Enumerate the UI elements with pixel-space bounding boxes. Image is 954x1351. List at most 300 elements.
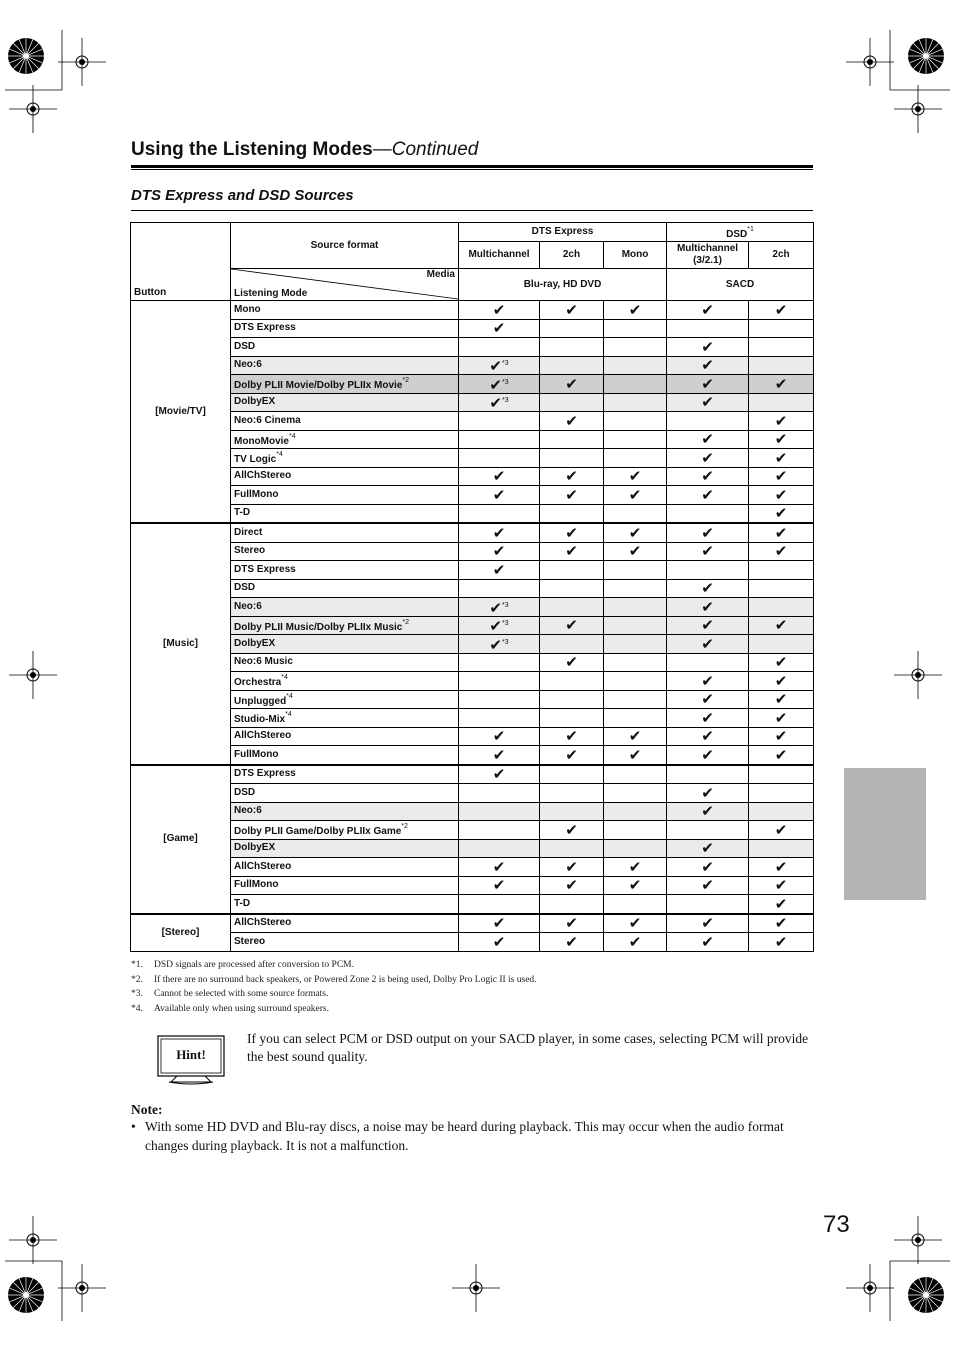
- listening-mode-name: Mono: [234, 303, 261, 315]
- listening-mode-cell: [231, 933, 459, 952]
- listening-mode-cell: [231, 635, 459, 654]
- listening-mode-cell: [231, 616, 459, 635]
- availability-cell: [749, 393, 814, 412]
- availability-cell: [459, 746, 540, 765]
- header-dsd-media: SACD: [667, 269, 814, 301]
- header-dsd-2ch: 2ch: [749, 242, 814, 269]
- availability-cell: [749, 802, 814, 821]
- availability-cell: [667, 765, 749, 784]
- availability-cell: [604, 895, 667, 914]
- availability-cell: [540, 430, 604, 449]
- listening-mode-cell: [231, 821, 459, 840]
- availability-cell: [749, 690, 814, 709]
- table-row: [131, 690, 814, 709]
- button-group-label: [Game]: [131, 765, 231, 914]
- check-mark-icon: ✔: [701, 634, 714, 653]
- footnote-ref: *3: [501, 620, 509, 628]
- footnote-3: *3. Cannot be selected with some source formats.: [131, 989, 329, 999]
- availability-cell: [604, 709, 667, 728]
- availability-cell: [749, 412, 814, 431]
- check-mark-icon: ✔: [628, 467, 642, 486]
- check-mark-icon: ✔: [701, 300, 714, 319]
- button-group-label: [Movie/TV]: [131, 301, 231, 524]
- availability-cell: [667, 802, 749, 821]
- check-mark-icon: ✔: [701, 727, 714, 746]
- footnote-ref: *2: [401, 823, 408, 831]
- availability-cell: [749, 709, 814, 728]
- footnote-ref: *4: [286, 692, 293, 700]
- listening-mode-cell: [231, 690, 459, 709]
- header-button: Button: [131, 223, 231, 301]
- availability-cell: [459, 579, 540, 598]
- header-listening-mode: Listening Mode: [234, 288, 308, 299]
- check-mark-icon: ✔: [492, 914, 506, 933]
- availability-cell: [749, 467, 814, 486]
- availability-cell: [604, 802, 667, 821]
- check-mark-icon: ✔: [701, 374, 714, 393]
- availability-cell: [604, 301, 667, 320]
- check-mark-icon: ✔: [565, 542, 578, 561]
- availability-cell: [667, 430, 749, 449]
- availability-cell: [749, 449, 814, 468]
- availability-cell: [749, 616, 814, 635]
- listening-mode-cell: [231, 858, 459, 877]
- availability-cell: [749, 486, 814, 505]
- listening-mode-cell: [231, 412, 459, 431]
- availability-cell: [540, 802, 604, 821]
- listening-mode-cell: [231, 672, 459, 691]
- availability-cell: [604, 727, 667, 746]
- check-mark-icon: ✔: [628, 523, 642, 542]
- availability-cell: [604, 579, 667, 598]
- check-mark-icon: ✔: [565, 485, 578, 504]
- listening-mode-name: Neo:6: [234, 359, 262, 371]
- listening-mode-cell: [231, 598, 459, 617]
- check-mark-icon: ✔: [565, 876, 578, 895]
- check-mark-icon: ✔: [774, 430, 788, 449]
- availability-cell: [749, 504, 814, 523]
- availability-cell: [604, 933, 667, 952]
- availability-cell: [667, 301, 749, 320]
- availability-cell: [667, 486, 749, 505]
- listening-mode-name: Stereo: [234, 545, 266, 557]
- check-mark-icon: ✔: [701, 393, 714, 412]
- check-mark-icon: ✔: [774, 932, 788, 951]
- table-row: [131, 616, 814, 635]
- availability-cell: [749, 375, 814, 394]
- button-group-label: [Music]: [131, 523, 231, 765]
- check-mark-icon: ✔: [701, 708, 714, 727]
- table-row: [131, 523, 814, 542]
- check-mark-icon: ✔: [628, 485, 642, 504]
- listening-mode-name: Unplugged: [234, 695, 287, 707]
- check-mark-icon: ✔: [701, 356, 714, 375]
- availability-cell: [667, 561, 749, 580]
- availability-cell: [667, 876, 749, 895]
- availability-cell: [667, 727, 749, 746]
- footnote-ref: *4: [285, 711, 292, 719]
- check-mark-icon: ✔: [492, 300, 506, 319]
- availability-cell: [749, 765, 814, 784]
- availability-cell: [749, 579, 814, 598]
- availability-cell: [604, 821, 667, 840]
- header-dsd-multichannel: Multichannel (3/2.1): [667, 242, 749, 269]
- availability-cell: [749, 542, 814, 561]
- availability-cell: [459, 338, 540, 357]
- availability-cell: [667, 523, 749, 542]
- availability-cell: [540, 486, 604, 505]
- availability-cell: [459, 821, 540, 840]
- check-mark-icon: ✔: [489, 375, 502, 394]
- check-mark-icon: ✔: [774, 448, 788, 467]
- check-mark-icon: ✔: [774, 485, 788, 504]
- table-row: [131, 467, 814, 486]
- check-mark-icon: ✔: [489, 635, 502, 654]
- availability-cell: [667, 356, 749, 375]
- table-row: [131, 802, 814, 821]
- availability-cell: [604, 542, 667, 561]
- availability-cell: [540, 301, 604, 320]
- table-row: [131, 858, 814, 877]
- availability-cell: [667, 933, 749, 952]
- availability-cell: [749, 784, 814, 803]
- check-mark-icon: ✔: [492, 319, 506, 338]
- availability-cell: [604, 338, 667, 357]
- availability-cell: [749, 338, 814, 357]
- check-mark-icon: ✔: [774, 374, 788, 393]
- availability-cell: [459, 523, 540, 542]
- check-mark-icon: ✔: [701, 876, 714, 895]
- check-mark-icon: ✔: [565, 374, 578, 393]
- check-mark-icon: ✔: [774, 616, 788, 635]
- table-row: [131, 393, 814, 412]
- table-row: [131, 598, 814, 617]
- listening-mode-name: Orchestra: [234, 677, 282, 689]
- check-mark-icon: ✔: [701, 671, 714, 690]
- availability-cell: [667, 412, 749, 431]
- availability-cell: [540, 504, 604, 523]
- table-row: [131, 876, 814, 895]
- check-mark-icon: ✔: [774, 876, 788, 895]
- title-rule: [131, 165, 813, 168]
- check-mark-icon: ✔: [492, 560, 506, 579]
- availability-cell: [667, 598, 749, 617]
- availability-cell: [749, 356, 814, 375]
- listening-mode-cell: [231, 301, 459, 320]
- table-row: [131, 709, 814, 728]
- check-mark-icon: ✔: [565, 857, 578, 876]
- availability-cell: [749, 727, 814, 746]
- footnote-ref: *2: [402, 618, 409, 626]
- check-mark-icon: ✔: [492, 745, 506, 764]
- check-mark-icon: ✔: [489, 394, 502, 413]
- table-row: [131, 338, 814, 357]
- table-row: [131, 895, 814, 914]
- availability-cell: [667, 449, 749, 468]
- page-title: Using the Listening Modes—Continued: [131, 139, 479, 160]
- availability-cell: [604, 635, 667, 654]
- availability-cell: [459, 375, 540, 394]
- listening-mode-cell: [231, 319, 459, 338]
- availability-cell: [540, 690, 604, 709]
- availability-cell: [604, 486, 667, 505]
- availability-cell: [540, 784, 604, 803]
- check-mark-icon: ✔: [774, 708, 788, 727]
- availability-cell: [459, 709, 540, 728]
- availability-cell: [540, 672, 604, 691]
- listening-mode-name: DolbyEX: [234, 396, 276, 408]
- availability-cell: [749, 821, 814, 840]
- availability-cell: [749, 430, 814, 449]
- availability-cell: [540, 727, 604, 746]
- check-mark-icon: ✔: [701, 597, 714, 616]
- availability-cell: [459, 690, 540, 709]
- listening-mode-name: Dolby PLII Game/Dolby PLIIx Game: [234, 826, 402, 838]
- listening-mode-cell: [231, 895, 459, 914]
- listening-mode-name: T-D: [234, 897, 251, 909]
- availability-cell: [604, 914, 667, 933]
- availability-cell: [540, 616, 604, 635]
- table-row: [131, 486, 814, 505]
- check-mark-icon: ✔: [565, 932, 578, 951]
- availability-cell: [667, 467, 749, 486]
- check-mark-icon: ✔: [565, 523, 578, 542]
- check-mark-icon: ✔: [701, 616, 714, 635]
- listening-mode-cell: [231, 579, 459, 598]
- availability-cell: [540, 914, 604, 933]
- availability-cell: [540, 449, 604, 468]
- availability-cell: [667, 784, 749, 803]
- table-row: [131, 356, 814, 375]
- table-body: [131, 301, 814, 952]
- availability-cell: [459, 933, 540, 952]
- availability-cell: [540, 709, 604, 728]
- availability-cell: [667, 338, 749, 357]
- availability-cell: [604, 449, 667, 468]
- check-mark-icon: ✔: [774, 467, 788, 486]
- check-mark-icon: ✔: [492, 467, 506, 486]
- check-mark-icon: ✔: [628, 300, 642, 319]
- availability-cell: [459, 802, 540, 821]
- page-number: 73: [823, 1211, 850, 1238]
- availability-cell: [459, 301, 540, 320]
- availability-cell: [459, 319, 540, 338]
- availability-cell: [749, 301, 814, 320]
- check-mark-icon: ✔: [774, 411, 788, 430]
- footnote-ref: *3: [501, 360, 509, 368]
- listening-mode-name: DTS Express: [234, 768, 296, 780]
- table-row: [131, 579, 814, 598]
- availability-cell: [667, 672, 749, 691]
- section-rule: [131, 210, 813, 211]
- listening-mode-name: DolbyEX: [234, 842, 276, 854]
- check-mark-icon: ✔: [701, 745, 714, 764]
- availability-cell: [749, 523, 814, 542]
- availability-cell: [459, 616, 540, 635]
- table-row: [131, 375, 814, 394]
- availability-cell: [749, 672, 814, 691]
- availability-cell: [459, 839, 540, 858]
- listening-mode-name: MonoMovie: [234, 435, 289, 447]
- availability-cell: [667, 914, 749, 933]
- availability-cell: [604, 356, 667, 375]
- check-mark-icon: ✔: [489, 598, 502, 617]
- availability-cell: [749, 746, 814, 765]
- listening-mode-cell: [231, 765, 459, 784]
- availability-cell: [459, 784, 540, 803]
- availability-cell: [604, 765, 667, 784]
- listening-mode-cell: [231, 914, 459, 933]
- availability-cell: [749, 561, 814, 580]
- listening-mode-cell: [231, 542, 459, 561]
- availability-cell: [459, 876, 540, 895]
- footnote-ref: *3: [501, 638, 509, 646]
- availability-cell: [667, 375, 749, 394]
- availability-cell: [604, 430, 667, 449]
- availability-cell: [540, 393, 604, 412]
- listening-mode-name: FullMono: [234, 488, 279, 500]
- note-text: With some HD DVD and Blu-ray discs, a noise may be heard during playback. This may occur when the audio format changes during playback. It is not a malfunction.: [145, 1119, 784, 1153]
- table-row: [131, 727, 814, 746]
- availability-cell: [540, 635, 604, 654]
- listening-mode-name: Dolby PLII Movie/Dolby PLIIx Movie: [234, 380, 403, 392]
- check-mark-icon: ✔: [565, 745, 578, 764]
- header-media-mode: [231, 269, 459, 301]
- check-mark-icon: ✔: [628, 727, 642, 746]
- listening-mode-name: DSD: [234, 786, 256, 798]
- check-mark-icon: ✔: [701, 448, 714, 467]
- listening-mode-name: AllChStereo: [234, 917, 292, 929]
- availability-cell: [749, 653, 814, 672]
- listening-mode-cell: [231, 356, 459, 375]
- listening-mode-cell: [231, 430, 459, 449]
- listening-mode-name: T-D: [234, 507, 251, 519]
- check-mark-icon: ✔: [701, 579, 714, 598]
- availability-cell: [459, 412, 540, 431]
- availability-cell: [749, 635, 814, 654]
- listening-mode-name: Dolby PLII Music/Dolby PLIIx Music: [234, 621, 403, 633]
- listening-mode-cell: [231, 839, 459, 858]
- table-row: [131, 746, 814, 765]
- listening-mode-cell: [231, 393, 459, 412]
- table-row: [131, 301, 814, 320]
- availability-cell: [604, 523, 667, 542]
- table-row: [131, 504, 814, 523]
- listening-modes-table: [130, 222, 814, 952]
- check-mark-icon: ✔: [565, 914, 578, 933]
- availability-cell: [604, 616, 667, 635]
- table-row: [131, 914, 814, 933]
- availability-cell: [459, 449, 540, 468]
- note-bullet: •: [131, 1119, 136, 1134]
- availability-cell: [540, 653, 604, 672]
- header-dts-media: Blu-ray, HD DVD: [459, 269, 667, 301]
- availability-cell: [459, 672, 540, 691]
- header-2ch: 2ch: [540, 242, 604, 269]
- check-mark-icon: ✔: [774, 300, 788, 319]
- check-mark-icon: ✔: [628, 542, 642, 561]
- availability-cell: [604, 858, 667, 877]
- header-mono: Mono: [604, 242, 667, 269]
- header-dts-express: DTS Express: [459, 223, 667, 242]
- availability-cell: [749, 895, 814, 914]
- check-mark-icon: ✔: [565, 653, 578, 672]
- availability-cell: [540, 375, 604, 394]
- availability-cell: [540, 412, 604, 431]
- listening-mode-cell: [231, 486, 459, 505]
- listening-mode-cell: [231, 746, 459, 765]
- availability-cell: [459, 467, 540, 486]
- availability-cell: [749, 858, 814, 877]
- table-row: [131, 449, 814, 468]
- availability-cell: [667, 579, 749, 598]
- listening-mode-name: DSD: [234, 340, 256, 352]
- check-mark-icon: ✔: [774, 820, 788, 839]
- hint-label: Hint!: [176, 1047, 206, 1062]
- check-mark-icon: ✔: [701, 783, 714, 802]
- section-title: DTS Express and DSD Sources: [131, 187, 354, 204]
- footnote-4: *4. Available only when using surround speakers.: [131, 1003, 330, 1014]
- check-mark-icon: ✔: [701, 802, 714, 821]
- check-mark-icon: ✔: [701, 542, 714, 561]
- availability-cell: [667, 653, 749, 672]
- listening-mode-cell: [231, 876, 459, 895]
- availability-cell: [604, 672, 667, 691]
- hint-tv-icon: [157, 1035, 225, 1085]
- availability-cell: [667, 690, 749, 709]
- check-mark-icon: ✔: [492, 857, 506, 876]
- availability-cell: [459, 356, 540, 375]
- availability-cell: [604, 561, 667, 580]
- check-mark-icon: ✔: [565, 820, 578, 839]
- footnote-ref: *3: [501, 601, 509, 609]
- availability-cell: [540, 356, 604, 375]
- availability-cell: [459, 542, 540, 561]
- footnote-1: *1. DSD signals are processed after conversion to PCM.: [131, 960, 354, 970]
- check-mark-icon: ✔: [774, 727, 788, 746]
- listening-mode-name: AllChStereo: [234, 860, 292, 872]
- check-mark-icon: ✔: [628, 745, 642, 764]
- listening-mode-cell: [231, 467, 459, 486]
- check-mark-icon: ✔: [701, 337, 714, 356]
- listening-mode-cell: [231, 784, 459, 803]
- table-row: [131, 933, 814, 952]
- header-multichannel: Multichannel: [459, 242, 540, 269]
- availability-cell: [459, 858, 540, 877]
- listening-mode-name: Direct: [234, 526, 263, 538]
- listening-mode-name: FullMono: [234, 748, 279, 760]
- availability-cell: [540, 598, 604, 617]
- availability-cell: [459, 635, 540, 654]
- listening-mode-cell: [231, 504, 459, 523]
- listening-mode-name: AllChStereo: [234, 730, 292, 742]
- availability-cell: [459, 914, 540, 933]
- side-tab: [844, 768, 926, 900]
- check-mark-icon: ✔: [565, 616, 578, 635]
- availability-cell: [749, 914, 814, 933]
- listening-mode-name: DTS Express: [234, 563, 296, 575]
- availability-cell: [604, 653, 667, 672]
- footnotes: [131, 958, 537, 1016]
- availability-cell: [604, 393, 667, 412]
- check-mark-icon: ✔: [701, 485, 714, 504]
- availability-cell: [459, 561, 540, 580]
- table-row: [131, 635, 814, 654]
- listening-mode-cell: [231, 709, 459, 728]
- check-mark-icon: ✔: [628, 876, 642, 895]
- availability-cell: [459, 895, 540, 914]
- button-group-label: [Stereo]: [131, 914, 231, 952]
